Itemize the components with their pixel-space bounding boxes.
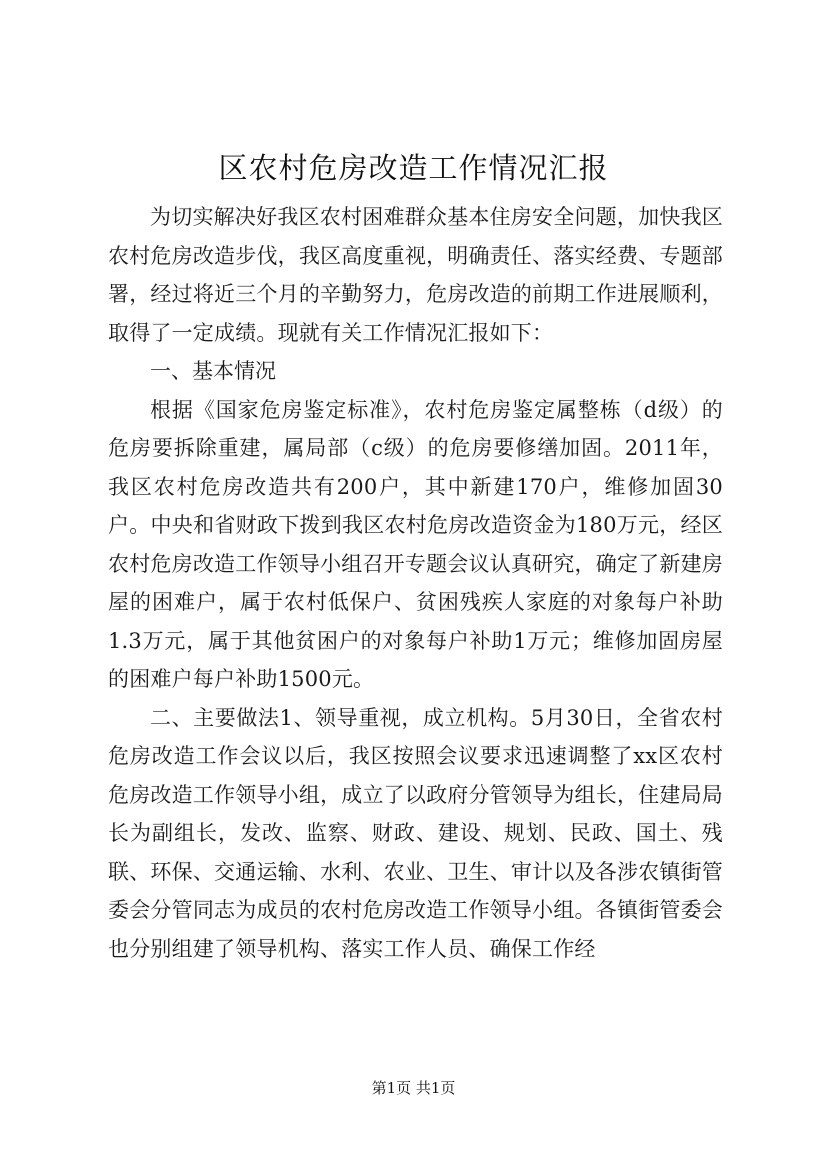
intro-paragraph: 为切实解决好我区农村困难群众基本住房安全问题，加快我区农村危房改造步伐，我区高度重视，明确责任、落实经费、专题部署，经过将近三个月的辛勤努力，危房改造的前期工作进展顺利，取得了一定成绩。现就有关工作情况汇报如下： (108, 205, 723, 345)
page-footer: 第1页 共1页 (371, 1079, 456, 1097)
basic-situation-paragraph: 根据《国家危房鉴定标准》，农村危房鉴定属整栋（d级）的危房要拆除重建，属局部（c级）的危房要修缮加固。2011年，我区农村危房改造共有200户，其中新建170户，维修加固30户。中央和省财政下拨到我区农村危房改造资金为180万元，经区农村危房改造工作领导小组召开专题会议认真研究，确定了新建房屋的困难户，属于农村低保户、贫困残疾人家庭的对象每户补助1.3万元，属于其他贫困户的对象每户补助1万元；维修加固房屋的困难户每户补助1500元。 (108, 397, 723, 691)
document-body (108, 198, 723, 968)
document-title: 区农村危房改造工作情况汇报 (218, 151, 609, 185)
main-practices-paragraph: 二、主要做法1、领导重视，成立机构。5月30日，全省农村危房改造工作会议以后，我区按照会议要求迅速调整了xx区农村危房改造工作领导小组，成立了以政府分管领导为组长，住建局局长为副组长，发改、监察、财政、建设、规划、民政、国土、残联、环保、交通运输、水利、农业、卫生、审计以及各涉农镇街管委会分管同志为成员的农村危房改造工作领导小组。各镇街管委会也分别组建了领导机构、落实工作人员、确保工作经 (108, 705, 723, 961)
section-heading-basic-situation: 一、基本情况 (150, 359, 276, 383)
